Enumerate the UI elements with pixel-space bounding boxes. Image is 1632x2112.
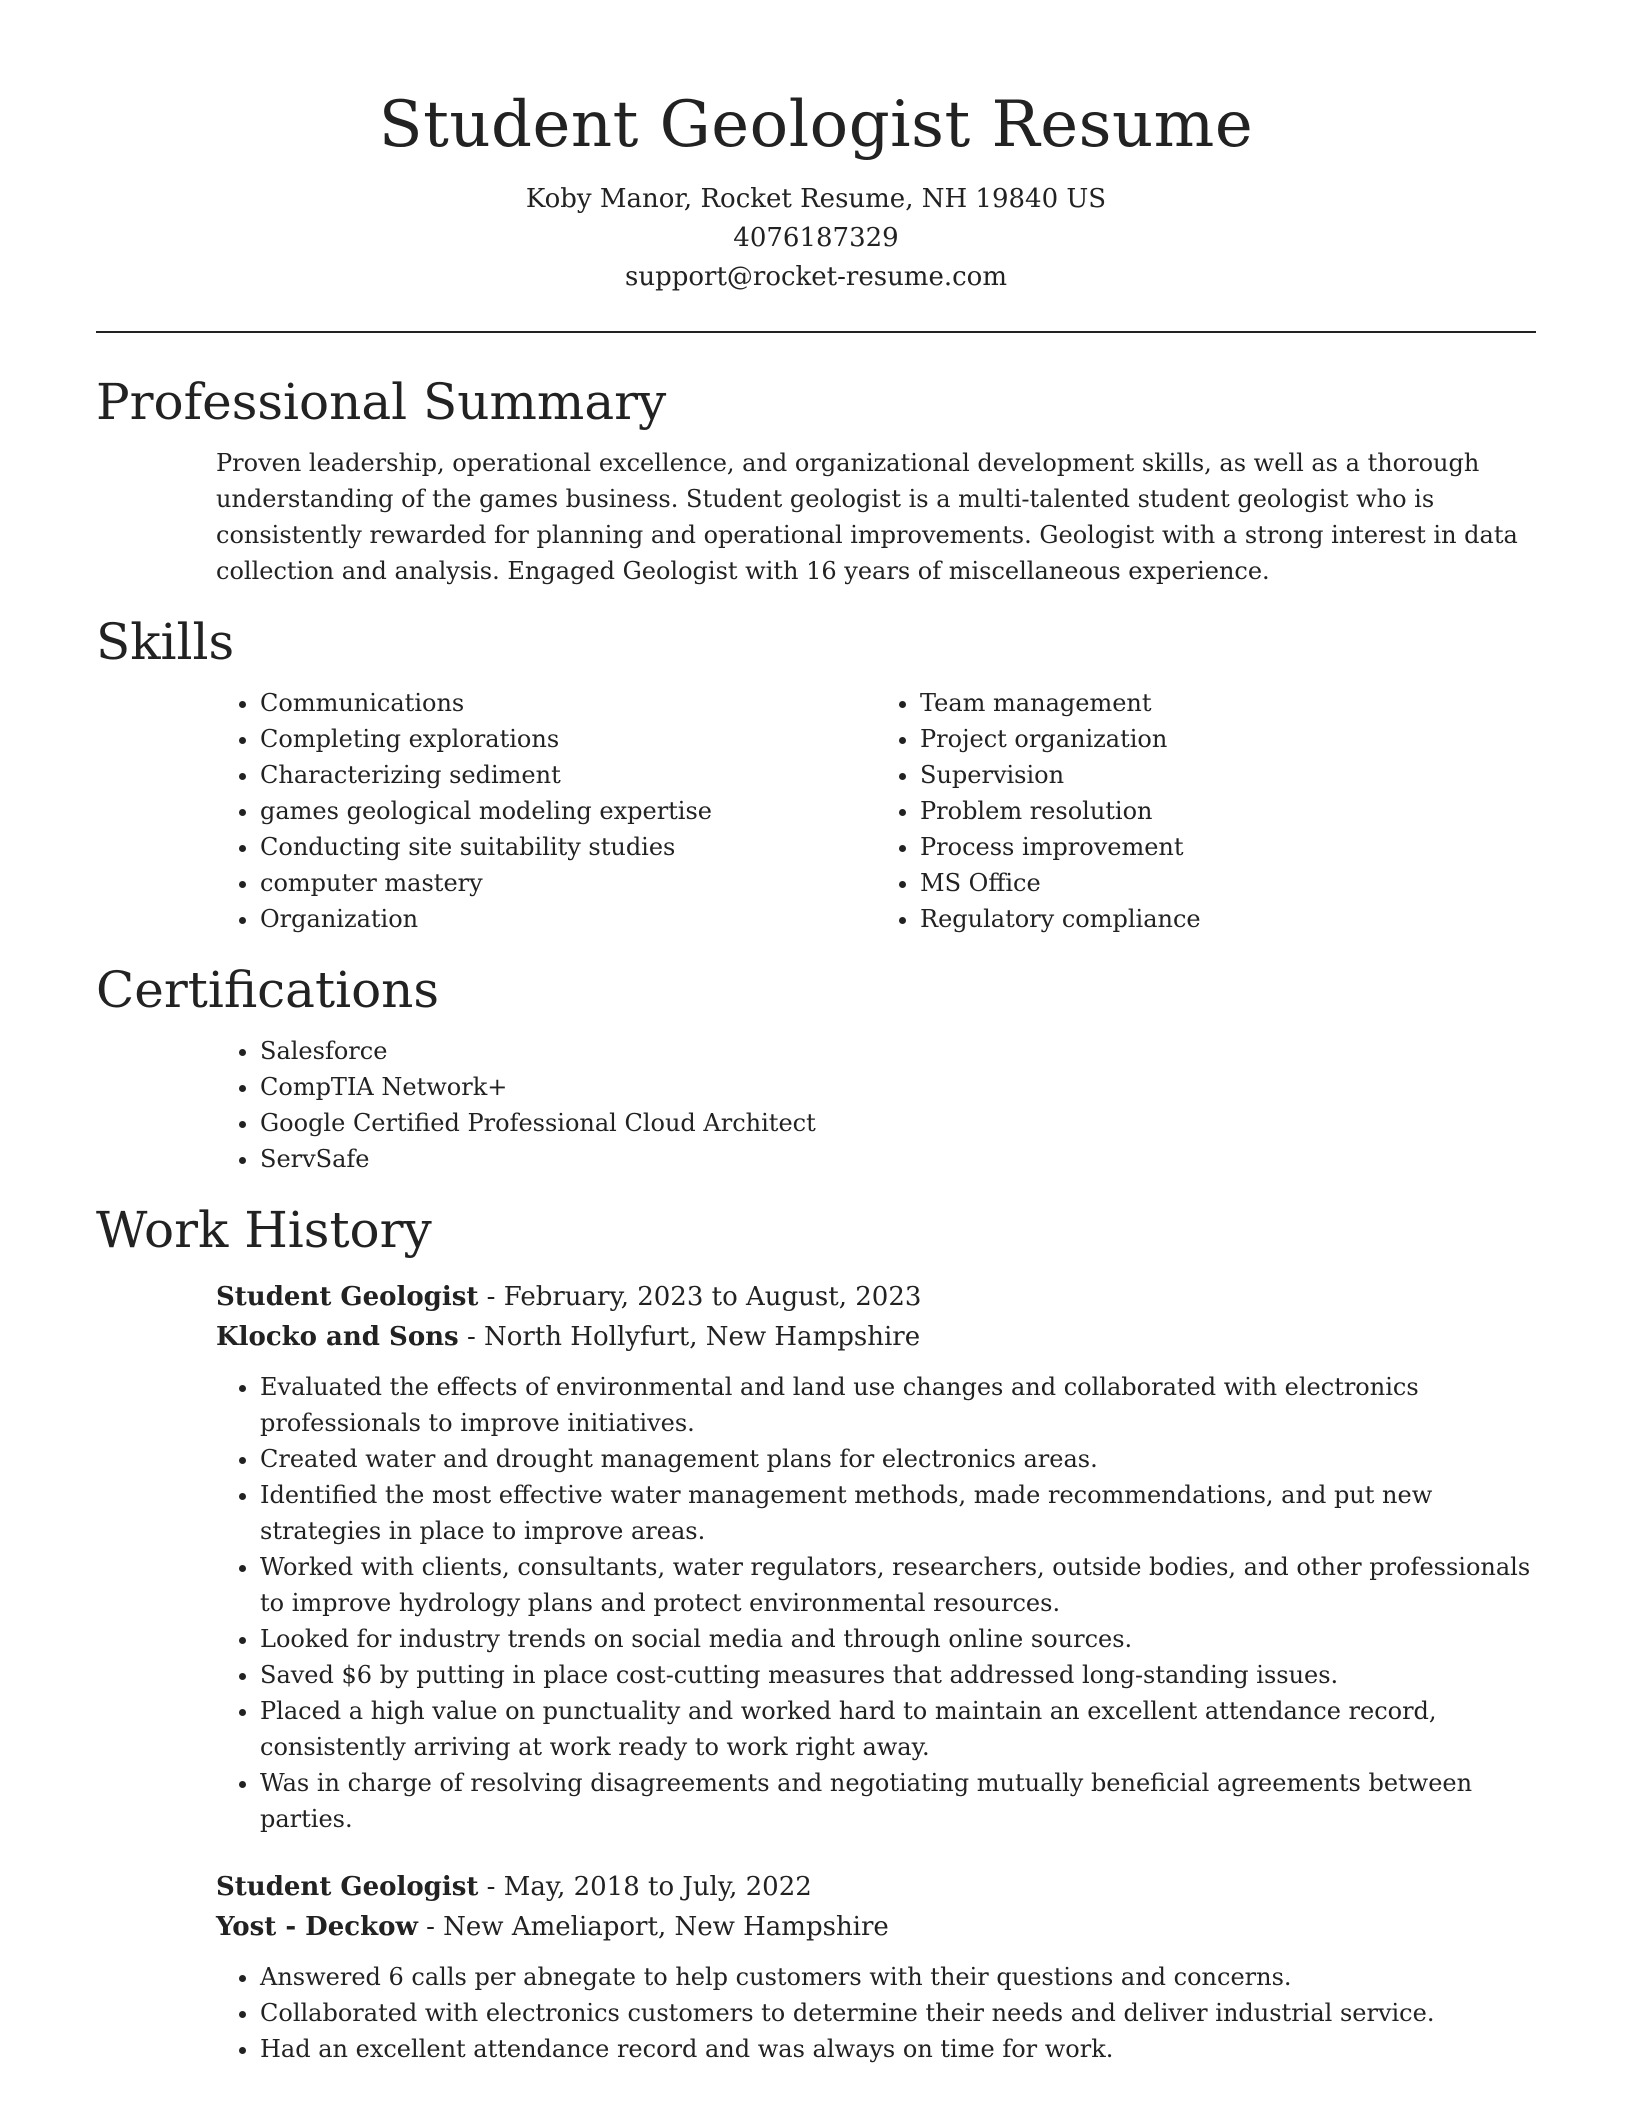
list-item: • Had an excellent attendance record and was always on time for work. bbox=[260, 2031, 1536, 2067]
list-item: • games geological modeling expertise bbox=[260, 793, 876, 829]
work-history-heading: Work History bbox=[96, 1201, 432, 1259]
list-item: • Problem resolution bbox=[920, 793, 1536, 829]
job-entry bbox=[216, 1277, 1536, 1837]
job-dates: - May, 2018 to July, 2022 bbox=[478, 1872, 812, 1902]
certifications-heading: Certifications bbox=[96, 961, 440, 1019]
list-item: • Evaluated the effects of environmental and land use changes and collaborated with electronics professionals to improve initiatives. bbox=[260, 1369, 1536, 1441]
summary-text: Proven leadership, operational excellence, and organizational development skills, as well as a thorough understanding of the games business. Student geologist is a multi-talented student geologist who is consistently rewarded for planning and operational improvements. Geologist with a strong interest in data collection and analysis. Engaged Geologist with 16 years of miscellaneous experience. bbox=[216, 449, 1518, 585]
list-item: • Salesforce bbox=[260, 1033, 1536, 1069]
list-item: • Created water and drought management plans for electronics areas. bbox=[260, 1441, 1536, 1477]
list-item: • Team management bbox=[920, 685, 1536, 721]
job-bullets bbox=[216, 1369, 1536, 1837]
job-location: - New Ameliaport, New Hampshire bbox=[417, 1912, 889, 1942]
skills-section bbox=[96, 607, 1536, 937]
list-item: • Placed a high value on punctuality and worked hard to maintain an excellent attendance record, consistently arriving at work ready to work right away. bbox=[260, 1693, 1536, 1765]
list-item: • MS Office bbox=[920, 865, 1536, 901]
job-title: Student Geologist bbox=[216, 1282, 479, 1312]
job-company-line bbox=[216, 1907, 1536, 1947]
job-entry bbox=[216, 1867, 1536, 2067]
skills-heading: Skills bbox=[96, 613, 235, 671]
resume-header bbox=[96, 0, 1536, 297]
list-item: • Answered 6 calls per abnegate to help customers with their questions and concerns. bbox=[260, 1959, 1536, 1995]
list-item: • Identified the most effective water management methods, made recommendations, and put new strategies in place to improve areas. bbox=[260, 1477, 1536, 1549]
job-company-line bbox=[216, 1317, 1536, 1357]
job-bullets bbox=[216, 1959, 1536, 2067]
list-item: • Looked for industry trends on social media and through online sources. bbox=[260, 1621, 1536, 1657]
skills-list-right bbox=[876, 685, 1536, 937]
job-location: - North Hollyfurt, New Hampshire bbox=[458, 1322, 921, 1352]
contact-email: support@rocket-resume.com bbox=[624, 262, 1007, 292]
list-item: • computer mastery bbox=[260, 865, 876, 901]
job-title: Student Geologist bbox=[216, 1872, 479, 1902]
job-title-line bbox=[216, 1277, 1536, 1317]
summary-section bbox=[96, 367, 1536, 589]
list-item: • Saved $6 by putting in place cost-cutting measures that addressed long-standing issues. bbox=[260, 1657, 1536, 1693]
job-company: Klocko and Sons bbox=[216, 1322, 459, 1352]
job-dates: - February, 2023 to August, 2023 bbox=[478, 1282, 922, 1312]
list-item: • Organization bbox=[260, 901, 876, 937]
list-item: • Regulatory compliance bbox=[920, 901, 1536, 937]
list-item: • Characterizing sediment bbox=[260, 757, 876, 793]
list-item: • CompTIA Network+ bbox=[260, 1069, 1536, 1105]
summary-heading: Professional Summary bbox=[96, 373, 667, 431]
list-item: • Was in charge of resolving disagreements and negotiating mutually beneficial agreements between parties. bbox=[260, 1765, 1536, 1837]
skills-list-left bbox=[216, 685, 876, 937]
job-title-line bbox=[216, 1867, 1536, 1907]
work-history-section bbox=[96, 1195, 1536, 2067]
certifications-list bbox=[216, 1033, 1536, 1177]
list-item: • Project organization bbox=[920, 721, 1536, 757]
skills-columns bbox=[216, 685, 1536, 937]
list-item: • Communications bbox=[260, 685, 876, 721]
contact-address: Koby Manor, Rocket Resume, NH 19840 US bbox=[525, 184, 1107, 214]
contact-block bbox=[96, 180, 1536, 297]
job-company: Yost - Deckow bbox=[216, 1912, 418, 1942]
list-item: • Google Certified Professional Cloud Architect bbox=[260, 1105, 1536, 1141]
certifications-section bbox=[96, 955, 1536, 1177]
list-item: • Supervision bbox=[920, 757, 1536, 793]
resume-title: Student Geologist Resume bbox=[378, 88, 1254, 162]
list-item: • Collaborated with electronics customers to determine their needs and deliver industrial service. bbox=[260, 1995, 1536, 2031]
list-item: • Conducting site suitability studies bbox=[260, 829, 876, 865]
list-item: • ServSafe bbox=[260, 1141, 1536, 1177]
list-item: • Completing explorations bbox=[260, 721, 876, 757]
header-divider bbox=[96, 331, 1536, 333]
list-item: • Worked with clients, consultants, water regulators, researchers, outside bodies, and other professionals to improve hydrology plans and protect environmental resources. bbox=[260, 1549, 1536, 1621]
contact-phone: 4076187329 bbox=[733, 223, 899, 253]
list-item: • Process improvement bbox=[920, 829, 1536, 865]
